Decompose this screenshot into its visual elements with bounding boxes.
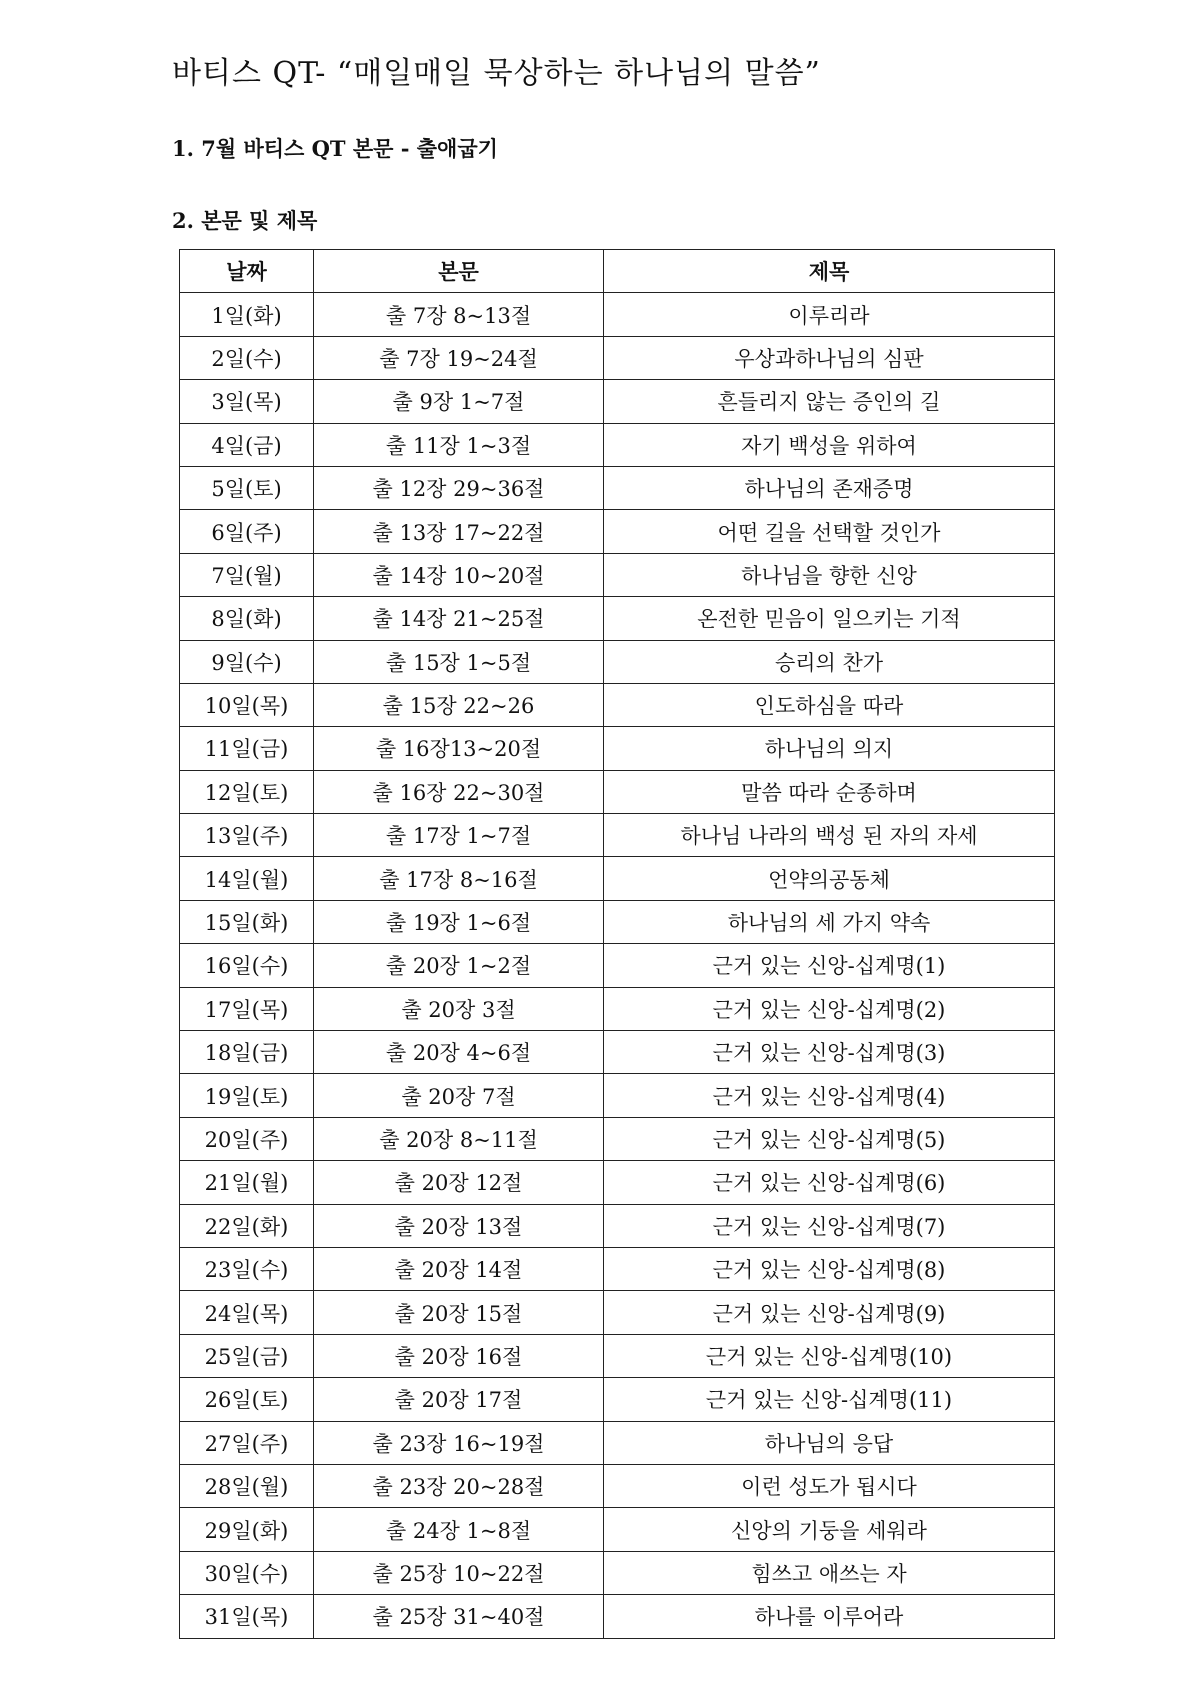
cell-date: 10일(목) xyxy=(180,683,314,726)
cell-date: 6일(주) xyxy=(180,510,314,553)
cell-date: 7일(월) xyxy=(180,553,314,596)
cell-title: 근거 있는 신앙-십계명(10) xyxy=(604,1334,1055,1377)
cell-date: 11일(금) xyxy=(180,727,314,770)
cell-title: 근거 있는 신앙-십계명(4) xyxy=(604,1074,1055,1117)
table-row xyxy=(180,380,1055,423)
cell-date: 3일(목) xyxy=(180,380,314,423)
cell-date: 21일(월) xyxy=(180,1161,314,1204)
table-row xyxy=(180,597,1055,640)
cell-title: 온전한 믿음이 일으키는 기적 xyxy=(604,597,1055,640)
table-row xyxy=(180,1464,1055,1507)
cell-title: 언약의공동체 xyxy=(604,857,1055,900)
header-title: 제목 xyxy=(604,250,1055,293)
cell-date: 16일(수) xyxy=(180,944,314,987)
table-row xyxy=(180,1551,1055,1594)
table-row xyxy=(180,683,1055,726)
cell-date: 13일(주) xyxy=(180,814,314,857)
table-row xyxy=(180,336,1055,379)
cell-title: 어떤 길을 선택할 것인가 xyxy=(604,510,1055,553)
table-row xyxy=(180,1031,1055,1074)
table-row xyxy=(180,987,1055,1030)
cell-title: 힘쓰고 애쓰는 자 xyxy=(604,1551,1055,1594)
cell-passage: 출 15장 1~5절 xyxy=(314,640,604,683)
cell-passage: 출 9장 1~7절 xyxy=(314,380,604,423)
cell-passage: 출 25장 10~22절 xyxy=(314,1551,604,1594)
cell-title: 신앙의 기둥을 세워라 xyxy=(604,1508,1055,1551)
cell-title: 우상과하나님의 심판 xyxy=(604,336,1055,379)
cell-title: 하나님의 의지 xyxy=(604,727,1055,770)
document-title: 바티스 QT- “매일매일 묵상하는 하나님의 말씀” xyxy=(172,56,821,91)
cell-passage: 출 20장 13절 xyxy=(314,1204,604,1247)
cell-date: 1일(화) xyxy=(180,293,314,336)
cell-passage: 출 20장 17절 xyxy=(314,1378,604,1421)
table-row xyxy=(180,1247,1055,1290)
cell-date: 29일(화) xyxy=(180,1508,314,1551)
cell-passage: 출 16장 22~30절 xyxy=(314,770,604,813)
header-row xyxy=(180,250,1055,293)
cell-passage: 출 23장 16~19절 xyxy=(314,1421,604,1464)
cell-title: 이루리라 xyxy=(604,293,1055,336)
table-row xyxy=(180,1421,1055,1464)
cell-passage: 출 20장 4~6절 xyxy=(314,1031,604,1074)
table-row xyxy=(180,857,1055,900)
cell-passage: 출 14장 10~20절 xyxy=(314,553,604,596)
cell-passage: 출 20장 16절 xyxy=(314,1334,604,1377)
section-heading-text-info: 1. 7월 바티스 QT 본문 - 출애굽기 xyxy=(172,136,498,161)
cell-title: 하나님의 응답 xyxy=(604,1421,1055,1464)
cell-title: 하나님의 세 가지 약속 xyxy=(604,900,1055,943)
cell-title: 하나님 나라의 백성 된 자의 자세 xyxy=(604,814,1055,857)
schedule-table-header xyxy=(180,250,1055,293)
table-row xyxy=(180,293,1055,336)
header-date: 날짜 xyxy=(180,250,314,293)
cell-passage: 출 12장 29~36절 xyxy=(314,466,604,509)
cell-title: 승리의 찬가 xyxy=(604,640,1055,683)
cell-passage: 출 20장 3절 xyxy=(314,987,604,1030)
cell-date: 23일(수) xyxy=(180,1247,314,1290)
cell-date: 22일(화) xyxy=(180,1204,314,1247)
table-row xyxy=(180,1378,1055,1421)
cell-title: 근거 있는 신앙-십계명(11) xyxy=(604,1378,1055,1421)
cell-date: 31일(목) xyxy=(180,1595,314,1638)
table-row xyxy=(180,510,1055,553)
cell-passage: 출 17장 8~16절 xyxy=(314,857,604,900)
cell-passage: 출 11장 1~3절 xyxy=(314,423,604,466)
cell-date: 2일(수) xyxy=(180,336,314,379)
cell-passage: 출 15장 22~26 xyxy=(314,683,604,726)
cell-date: 12일(토) xyxy=(180,770,314,813)
cell-date: 27일(주) xyxy=(180,1421,314,1464)
cell-title: 근거 있는 신앙-십계명(5) xyxy=(604,1117,1055,1160)
cell-date: 26일(토) xyxy=(180,1378,314,1421)
table-row xyxy=(180,466,1055,509)
cell-passage: 출 7장 8~13절 xyxy=(314,293,604,336)
table-row xyxy=(180,1161,1055,1204)
table-row xyxy=(180,814,1055,857)
cell-date: 9일(수) xyxy=(180,640,314,683)
cell-passage: 출 20장 7절 xyxy=(314,1074,604,1117)
cell-passage: 출 19장 1~6절 xyxy=(314,900,604,943)
cell-date: 19일(토) xyxy=(180,1074,314,1117)
cell-title: 근거 있는 신앙-십계명(9) xyxy=(604,1291,1055,1334)
table-row xyxy=(180,1334,1055,1377)
cell-title: 이런 성도가 됩시다 xyxy=(604,1464,1055,1507)
cell-passage: 출 7장 19~24절 xyxy=(314,336,604,379)
cell-passage: 출 14장 21~25절 xyxy=(314,597,604,640)
cell-title: 자기 백성을 위하여 xyxy=(604,423,1055,466)
table-row xyxy=(180,640,1055,683)
cell-passage: 출 17장 1~7절 xyxy=(314,814,604,857)
cell-date: 15일(화) xyxy=(180,900,314,943)
cell-title: 인도하심을 따라 xyxy=(604,683,1055,726)
cell-passage: 출 20장 15절 xyxy=(314,1291,604,1334)
table-row xyxy=(180,1291,1055,1334)
cell-title: 근거 있는 신앙-십계명(8) xyxy=(604,1247,1055,1290)
cell-date: 30일(수) xyxy=(180,1551,314,1594)
section-heading-schedule: 2. 본문 및 제목 xyxy=(172,208,318,233)
cell-title: 근거 있는 신앙-십계명(3) xyxy=(604,1031,1055,1074)
cell-passage: 출 13장 17~22절 xyxy=(314,510,604,553)
table-row xyxy=(180,423,1055,466)
table-row xyxy=(180,1074,1055,1117)
cell-title: 하나님의 존재증명 xyxy=(604,466,1055,509)
cell-date: 14일(월) xyxy=(180,857,314,900)
cell-title: 말씀 따라 순종하며 xyxy=(604,770,1055,813)
header-passage: 본문 xyxy=(314,250,604,293)
table-row xyxy=(180,944,1055,987)
cell-date: 17일(목) xyxy=(180,987,314,1030)
cell-passage: 출 16장13~20절 xyxy=(314,727,604,770)
cell-passage: 출 20장 1~2절 xyxy=(314,944,604,987)
cell-title: 근거 있는 신앙-십계명(1) xyxy=(604,944,1055,987)
schedule-table-body xyxy=(180,293,1055,1638)
cell-passage: 출 20장 12절 xyxy=(314,1161,604,1204)
cell-date: 4일(금) xyxy=(180,423,314,466)
cell-title: 근거 있는 신앙-십계명(2) xyxy=(604,987,1055,1030)
table-row xyxy=(180,1204,1055,1247)
cell-title: 근거 있는 신앙-십계명(6) xyxy=(604,1161,1055,1204)
cell-date: 5일(토) xyxy=(180,466,314,509)
cell-title: 근거 있는 신앙-십계명(7) xyxy=(604,1204,1055,1247)
cell-date: 8일(화) xyxy=(180,597,314,640)
cell-passage: 출 23장 20~28절 xyxy=(314,1464,604,1507)
table-row xyxy=(180,900,1055,943)
cell-passage: 출 20장 14절 xyxy=(314,1247,604,1290)
table-row xyxy=(180,770,1055,813)
table-row xyxy=(180,1508,1055,1551)
cell-passage: 출 20장 8~11절 xyxy=(314,1117,604,1160)
cell-passage: 출 24장 1~8절 xyxy=(314,1508,604,1551)
cell-date: 18일(금) xyxy=(180,1031,314,1074)
cell-date: 28일(월) xyxy=(180,1464,314,1507)
table-row xyxy=(180,727,1055,770)
table-row xyxy=(180,1117,1055,1160)
schedule-table xyxy=(179,249,1055,1639)
cell-passage: 출 25장 31~40절 xyxy=(314,1595,604,1638)
table-row xyxy=(180,1595,1055,1638)
cell-date: 24일(목) xyxy=(180,1291,314,1334)
cell-title: 하나님을 향한 신앙 xyxy=(604,553,1055,596)
cell-date: 25일(금) xyxy=(180,1334,314,1377)
table-row xyxy=(180,553,1055,596)
cell-date: 20일(주) xyxy=(180,1117,314,1160)
cell-title: 하나를 이루어라 xyxy=(604,1595,1055,1638)
cell-title: 흔들리지 않는 증인의 길 xyxy=(604,380,1055,423)
